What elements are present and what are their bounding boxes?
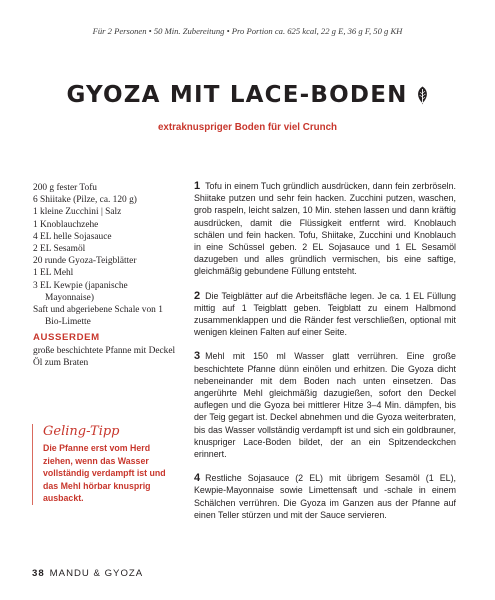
instruction-step xyxy=(194,290,456,339)
extras-heading: AUSSERDEM xyxy=(33,332,100,344)
leaf-icon xyxy=(416,85,429,111)
ingredient-list xyxy=(33,182,178,369)
step-text: Tofu in einem Tuch gründlich ausdrücken, dann fein zerbröseln. Shiitake putzen und sehr fein hacken. Zucchini putzen, waschen, grob raspeln, leicht salzen, 10 Min. stehen lassen und dann kräftig ausdrücken, damit die Flüssigkeit entfernt wird. Knoblauch schälen und fein hacken. Tofu, Shiitake, Zucchini und Knoblauch in eine Schüssel geben. 2 EL Sojasauce und 1 EL Sesamöl dazugeben und alles gründlich vermischen, bis eine saftige, gleichmäßig gebundene Füllung entsteht. xyxy=(194,181,456,277)
step-number: 4 xyxy=(194,472,201,485)
ingredient-item: 4 EL helle Sojasauce xyxy=(33,231,112,242)
ingredient-item: 1 EL Mehl xyxy=(33,268,74,279)
section-name: MANDU & GYOZA xyxy=(49,568,144,579)
recipe-meta-line: Für 2 Personen • 50 Min. Zubereitung • Pro Portion ca. 625 kcal, 22 g E, 36 g F, 50 g KH xyxy=(92,26,403,36)
extra-item: große beschichtete Pfanne mit Deckel xyxy=(33,345,176,356)
ingredient-item: 200 g fester Tofu xyxy=(33,183,97,193)
step-text: Die Teigblätter auf die Arbeitsfläche legen. Je ca. 1 EL Füllung mittig auf 1 Teigblatt geben. Teigblatt zu einem Halbmond zusammenklappen und die Ränder fest verschließen, optional mit wenigen kleinen Falten auf einer Seite. xyxy=(194,290,456,338)
step-number: 2 xyxy=(194,289,201,302)
instruction-step xyxy=(194,350,456,460)
tip-text: Die Pfanne erst vom Herd ziehen, wenn das Wasser vollständig verdampft ist und das Mehl hörbar knusprig ausbackt. xyxy=(43,443,166,504)
page-footer xyxy=(32,568,143,579)
ingredient-item: 6 Shiitake (Pilze, ca. 120 g) xyxy=(33,195,137,206)
step-number: 3 xyxy=(194,350,201,363)
instruction-step xyxy=(194,180,456,278)
ingredient-item: 3 EL Kewpie (japanische Mayonnaise) xyxy=(33,280,128,303)
ingredient-item: 1 Knoblauchzehe xyxy=(33,219,99,230)
ingredient-item: 2 EL Sesamöl xyxy=(33,244,86,255)
page-number: 38 xyxy=(32,568,45,579)
step-number: 1 xyxy=(194,180,201,192)
ingredient-item: 20 runde Gyoza-Teigblätter xyxy=(33,256,137,267)
recipe-subtitle: extraknuspriger Boden für viel Crunch xyxy=(157,122,338,133)
instruction-steps xyxy=(194,180,456,533)
ingredient-item: Saft und abgeriebene Schale von 1 Bio-Limette xyxy=(33,305,163,328)
step-text: Mehl mit 150 ml Wasser glatt verrühren. Eine große beschichtete Pfanne dünn einölen und erhitzen. Die Gyoza dicht nebeneinander mit dem Boden nach unten einsetzen. Das angerührte Mehl gleichmäßig dazugießen, sofort den Deckel auflegen und die Gyoza bei mittlerer Hitze 3–4 Min. dämpfen, bis der Teig gegart ist. Deckel abnehmen und die Gyoza weiterbraten, bis das Wasser vollständig verdampft ist und sich ein goldbrauner, knuspriger Lace-Boden bildet, der an ein Spitzendeckchen erinnert. xyxy=(194,351,456,460)
recipe-title-block xyxy=(0,82,495,111)
ingredient-item: 1 kleine Zucchini | Salz xyxy=(33,207,122,218)
tip-box xyxy=(32,424,181,505)
instruction-step xyxy=(194,472,456,521)
step-text: Restliche Sojasauce (2 EL) mit übrigem Sesamöl (1 EL), Kewpie-Mayonnaise sowie Limettensaft und -schale in einem Schälchen verrühren. Die Gyoza im Ganzen aus der Pfanne auf einen Teller stürzen und mit der Sauce servieren. xyxy=(194,473,456,520)
recipe-title: GYOZA MIT LACE-BODEN xyxy=(66,82,408,108)
extra-item: Öl zum Braten xyxy=(33,357,89,368)
tip-title: Geling-Tipp xyxy=(43,424,120,439)
